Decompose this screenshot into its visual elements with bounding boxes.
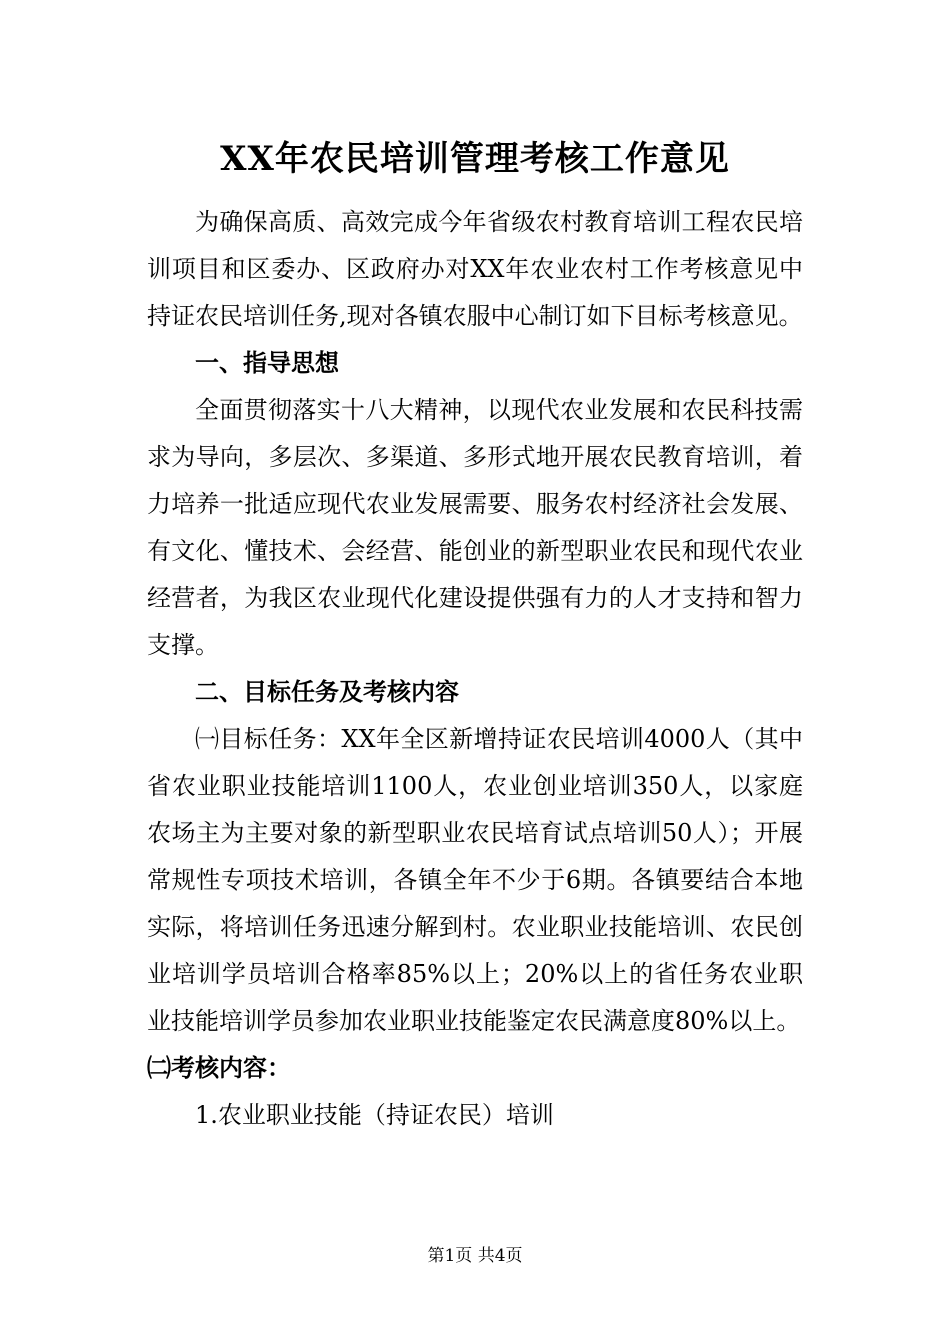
assessment-item-1: 1.农业职业技能（持证农民）培训 xyxy=(195,1101,554,1129)
document-body xyxy=(147,199,803,1139)
targets-paragraph: ㈠目标任务：XX年全区新增持证农民培训4000人（其中省农业职业技能培训1100人，农业创业培训350人，以家庭农场主为主要对象的新型职业农民培育试点培训50人）；开展常规性专项技术培训，各镇全年不少于6期。各镇要结合本地实际，将培训任务迅速分解到村。农业职业技能培训、农民创业培训学员培训合格率85%以上；20%以上的省任务农业职业技能培训学员参加农业职业技能鉴定农民满意度80%以上。 xyxy=(147,725,803,1035)
section-heading-guiding-ideology: 一、指导思想 xyxy=(195,349,339,377)
section-heading-targets: 二、目标任务及考核内容 xyxy=(195,678,459,706)
guiding-ideology-paragraph: 全面贯彻落实十八大精神，以现代农业发展和农民科技需求为导向，多层次、多渠道、多形式地开展农民教育培训，着力培养一批适应现代农业发展需要、服务农村经济社会发展、有文化、懂技术、会经营、能创业的新型职业农民和现代农业经营者，为我区农业现代化建设提供强有力的人才支持和智力支撑。 xyxy=(147,396,803,659)
assessment-heading: ㈡考核内容： xyxy=(147,1054,291,1082)
document-title: XX年农民培训管理考核工作意见 xyxy=(220,139,730,179)
intro-paragraph: 为确保高质、高效完成今年省级农村教育培训工程农民培训项目和区委办、区政府办对XX年农业农村工作考核意见中持证农民培训任务,现对各镇农服中心制订如下目标考核意见。 xyxy=(147,208,803,330)
page-number-footer: 第1页 共4页 xyxy=(427,1246,523,1266)
